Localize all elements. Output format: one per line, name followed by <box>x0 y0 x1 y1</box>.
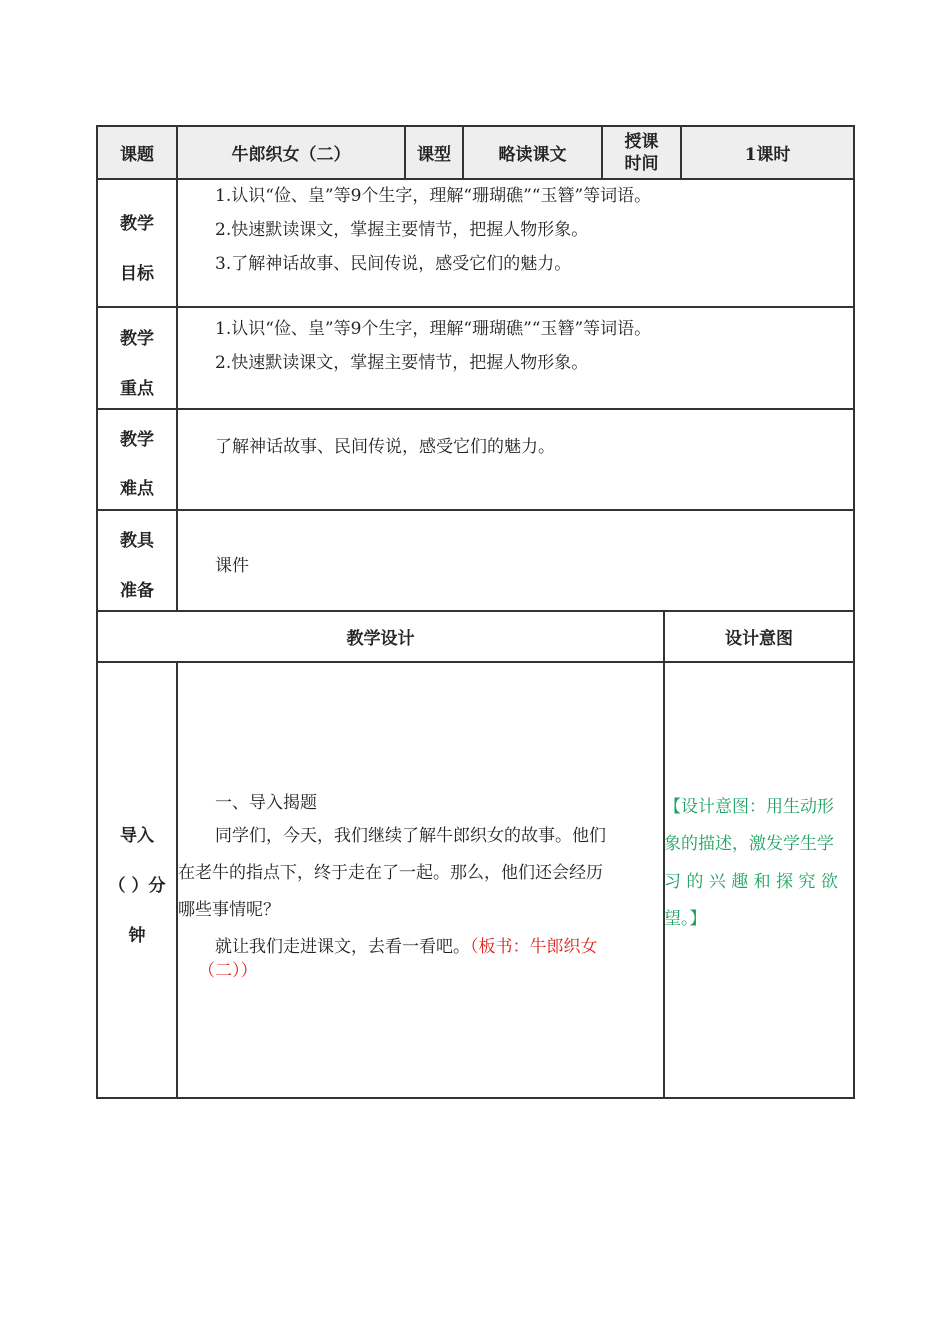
time-label-line-2: 时间 <box>624 153 659 174</box>
topic-label: 课题 <box>120 145 154 165</box>
board-note-continued: （二）） <box>198 961 258 981</box>
intro-label-1: 导入 <box>120 826 154 846</box>
objectives-label-2: 目标 <box>120 264 154 284</box>
intent-header: 设计意图 <box>725 628 793 649</box>
intro-label-3: 钟 <box>128 926 146 946</box>
key-points-label-1: 教学 <box>120 329 154 349</box>
intro-last-line-text: 就让我们走进课文，去看一看吧。 <box>215 937 470 957</box>
intent-line: 望。】 <box>664 909 707 929</box>
difficulties-label-1: 教学 <box>120 430 154 450</box>
objective-item: 2.快速默读课文，掌握主要情节，把握人物形象。 <box>215 220 589 240</box>
intent-line: 习 的 兴 趣 和 探 究 欲 <box>664 872 838 892</box>
intro-label-2: （ ）分 <box>108 876 166 896</box>
lesson-plan-table <box>96 125 855 1099</box>
intro-heading: 一、导入揭题 <box>215 793 317 813</box>
time-label <box>603 127 680 178</box>
tools-label-1: 教具 <box>120 531 154 551</box>
key-point-item: 2.快速默读课文，掌握主要情节，把握人物形象。 <box>215 353 589 373</box>
intro-last-line <box>215 932 598 957</box>
type-label: 课型 <box>417 145 451 165</box>
objective-item: 1.认识“俭、皇”等9个生字，理解“珊瑚礁”“玉簪”等词语。 <box>215 186 652 206</box>
design-header: 教学设计 <box>346 628 415 649</box>
topic-value: 牛郎织女（二） <box>231 145 351 165</box>
row-divider <box>98 661 853 663</box>
intent-line: 【设计意图：用生动形 <box>664 797 834 817</box>
board-note: （板书：牛郎织女 <box>470 937 598 957</box>
row-divider <box>98 509 853 511</box>
time-value: 1课时 <box>744 145 791 165</box>
tools-text: 课件 <box>215 556 249 576</box>
difficulties-label-2: 难点 <box>120 479 154 499</box>
difficulties-text: 了解神话故事、民间传说，感受它们的魅力。 <box>215 437 555 457</box>
row-divider <box>98 306 853 308</box>
key-points-label-2: 重点 <box>120 379 154 399</box>
intro-line: 在老牛的指点下，终于走在了一起。那么，他们还会经历 <box>178 863 603 883</box>
intent-line: 象的描述，激发学生学 <box>664 834 834 854</box>
column-divider <box>176 127 178 611</box>
objectives-label-1: 教学 <box>120 214 154 234</box>
type-value: 略读课文 <box>498 145 567 165</box>
time-label-line-1: 授课 <box>624 131 659 152</box>
key-point-item: 1.认识“俭、皇”等9个生字，理解“珊瑚礁”“玉簪”等词语。 <box>215 319 652 339</box>
tools-label-2: 准备 <box>120 581 154 601</box>
intro-line: 哪些事情呢？ <box>178 900 280 920</box>
intro-line: 同学们，今天，我们继续了解牛郎织女的故事。他们 <box>215 826 606 846</box>
row-divider <box>98 178 853 180</box>
row-divider <box>98 408 853 410</box>
objective-item: 3.了解神话故事、民间传说，感受它们的魅力。 <box>215 254 572 274</box>
